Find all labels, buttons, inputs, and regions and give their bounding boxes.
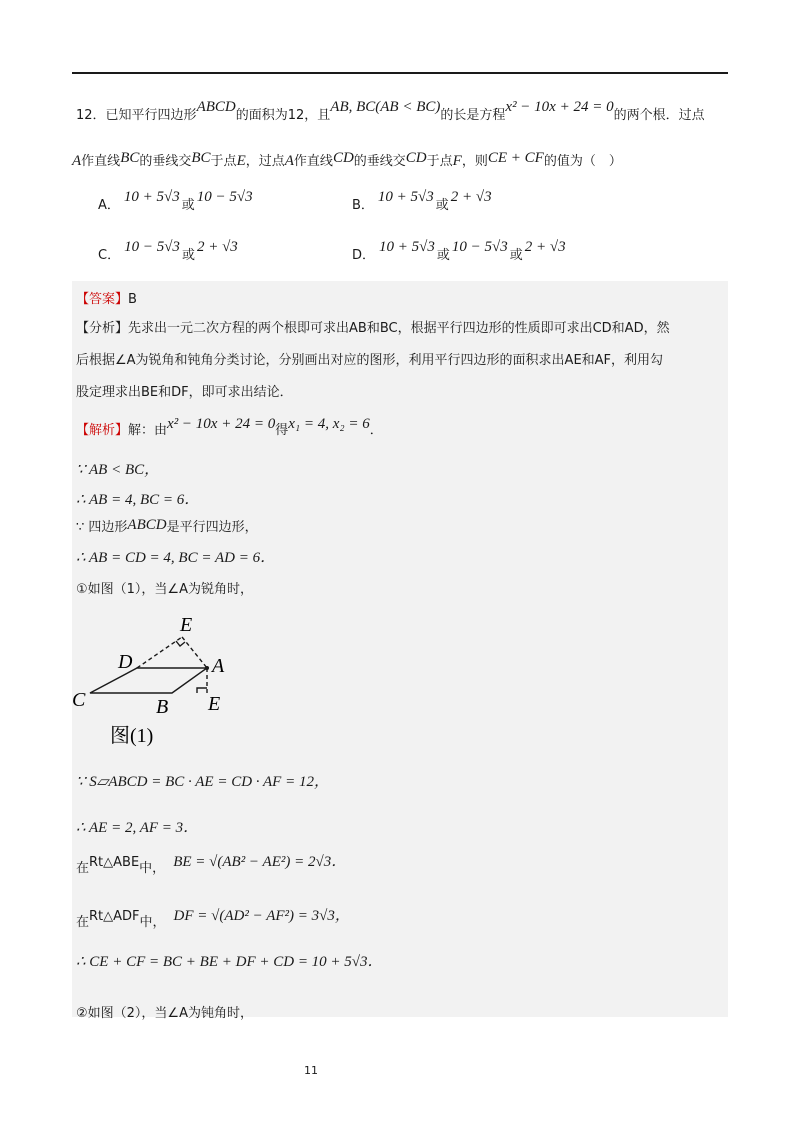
question-number: 12．: [76, 108, 106, 123]
label-c: C: [72, 689, 86, 711]
header-rule: [72, 72, 728, 74]
parallelogram-figure: [72, 610, 272, 750]
option-d: D．10 + 5√3或10 − 5√3或2 + √3: [352, 239, 566, 263]
solution-line-9: ∴ CE + CF = BC + BE + DF + CD = 10 + 5√3．: [76, 954, 383, 970]
solution-line-2: ∴ AB = 4, BC = 6．: [76, 492, 200, 508]
solution-line-4: ∴ AB = CD = 4, BC = AD = 6．: [76, 550, 276, 566]
question-line-1: 12．已知平行四边形ABCD的面积为12，且AB, BC(AB < BC)的长是方程x² − 10x + 24 = 0的两个根．过点: [76, 99, 705, 123]
label-d: D: [118, 651, 133, 673]
answer-value: B: [128, 292, 137, 307]
analysis-line-3: 股定理求出BE和DF，即可求出结论．: [76, 385, 293, 400]
solution-line-6: ∴ AE = 2, AF = 3．: [76, 820, 199, 836]
page-number: 11: [304, 1064, 318, 1077]
dashed-line-e-a: [182, 637, 207, 668]
analysis-line-1: 【分析】先求出一元二次方程的两个根即可求出AB和BC，根据平行四边形的性质即可求出CD和AD，然: [76, 321, 670, 336]
option-a: A．10 + 5√3或10 − 5√3: [98, 189, 253, 213]
label-e-bottom: E: [208, 693, 221, 715]
right-angle-mark-bottom: [197, 688, 207, 693]
parallelogram-shape: [90, 668, 207, 693]
solution-line-7: 在Rt△ABE中， BE = √(AB² − AE²) = 2√3．: [76, 854, 347, 876]
question-line-2: A作直线BC的垂线交BC于点E，过点A作直线CD的垂线交CD于点F，则CE + CF的值为（ ）: [72, 150, 622, 169]
solution-line-3: ∵ 四边形ABCD是平行四边形，: [76, 517, 258, 535]
solution-line-8: 在Rt△ADF中， DF = √(AD² − AF²) = 3√3，: [76, 908, 350, 930]
figure-caption: 图(1): [110, 725, 154, 747]
solution-line-5: ∵ S▱ABCD = BC · AE = CD · AF = 12，: [76, 774, 329, 790]
case-1-heading: ①如图（1），当∠A为锐角时，: [76, 582, 253, 597]
solution-line-1: ∵ AB < BC，: [76, 462, 160, 478]
analysis-line-2: 后根据∠A为锐角和钝角分类讨论，分别画出对应的图形，利用平行四边形的面积求出AE和AF，利用勾: [76, 353, 664, 368]
option-b: B．10 + 5√3或2 + √3: [352, 189, 492, 213]
analysis-tag: 【分析】: [76, 321, 129, 336]
dashed-line-d-e: [137, 637, 182, 668]
answer-tag: 【答案】: [76, 292, 129, 307]
option-c: C．10 − 5√3或2 + √3: [98, 239, 238, 263]
label-e-top: E: [180, 614, 193, 636]
case-2-heading: ②如图（2），当∠A为钝角时，: [76, 1006, 253, 1021]
detail-tag: 【解析】: [76, 423, 129, 438]
right-angle-mark-top: [176, 641, 185, 646]
label-b: B: [156, 696, 169, 718]
label-a: A: [212, 655, 225, 677]
answer-line: [76, 288, 137, 307]
detail-line: 【解析】解：由x² − 10x + 24 = 0得x₁ = 4, x₂ = 6．: [76, 416, 383, 438]
question-expression: CE + CF: [487, 150, 544, 166]
question-equation: x² − 10x + 24 = 0: [505, 99, 614, 115]
